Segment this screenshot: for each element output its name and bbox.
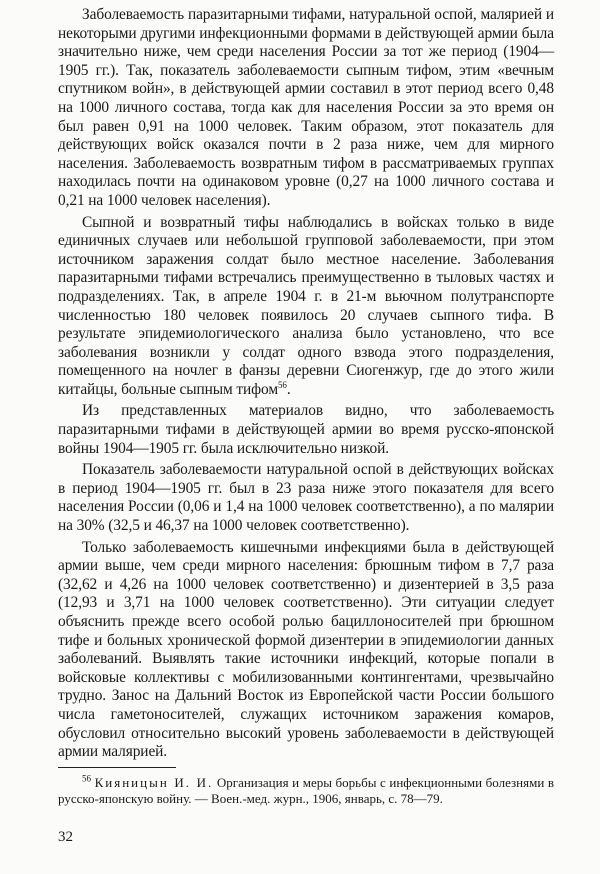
paragraph-3: Из представленных материалов видно, что заболеваемость паразитарными тифами в действующей армии во время русско-японской войны 1904—1905 гг. была исключительно низкой.	[58, 402, 554, 457]
footnote-number: 56	[82, 773, 91, 784]
footnote-reference[interactable]: 56	[278, 379, 287, 390]
footnote-divider	[58, 767, 176, 768]
page-number: 32	[58, 829, 73, 845]
paragraph-2: Сыпной и возвратный тифы наблюдались в войсках только в виде единичных случаев или небольшой групповой заболеваемости, при этом источником заражения солдат было местное население. Заболевания паразитарными тифами встречались преимущественно в тыловых частях и подразделениях. Так, в апреле 1904 г. в 21-м вьючном полутранспорте численностью 180 человек появилось 20 случаев сыпного тифа. В результате эпидемиологического анализа было установлено, что все заболевания возникли у солдат одного взвода этого подразделения, помещенного на ночлег в фанзы деревни Сиогенжур, где до этого жили китайцы, больные сыпным тифом$^{56}$.	[58, 213, 554, 398]
paragraph-4: Показатель заболеваемости натуральной оспой в действующих войсках в период 1904—1905 гг. был в 23 раза ниже этого показателя для всего населения России (0,06 и 1,4 на 1000 человек соответственно), а по малярии на 30% (32,5 и 46,37 на 1000 человек соответственно).	[58, 461, 554, 535]
footnote-author: Кияницын И. И.	[94, 775, 214, 790]
paragraph-1: Заболеваемость паразитарными тифами, натуральной оспой, малярией и некоторыми другими инфекционными формами в действующей армии была значительно ниже, чем среди населения России за тот же период (1904—1905 гг.). Так, показатель заболеваемости сыпным тифом, этим «вечным спутником войн», в действующей армии составил в этот период всего 0,48 на 1000 личного состава, тогда как для населения России за это время он был равен 0,91 на 1000 человек. Таким образом, этот показатель для действующих войск оказался почти в 2 раза ниже, чем для мирного населения. Заболеваемость возвратным тифом в рассматриваемых группах находилась почти на одинаковом уровне (0,27 на 1000 личного состава и 0,21 на 1000 человек населения).	[58, 6, 554, 209]
footnote-text: Организация и меры борьбы с инфекционными болезнями в русско-японскую войну. — Воен.-мед. журн., 1906, январь, с. 78—79.	[58, 775, 555, 806]
paragraph-5: Только заболеваемость кишечными инфекциями была в действующей армии выше, чем среди мирного населения: брюшным тифом в 7,7 раза (32,62 и 4,26 на 1000 человек соответственно) и дизентерией в 3,5 раза (12,93 и 3,71 на 1000 человек соответственно). Эти ситуации следует объяснить прежде всего особой ролью бациллоносителей при брюшном тифе и больных хронической формой дизентерии в эпидемиологии данных заболеваний. Выявлять такие источники инфекций, которые попали в войсковые коллективы с мобилизованными контингентами, чрезвычайно трудно. Занос на Дальний Восток из Европейской части России большого числа гаметоносителей, служащих источником заражения комаров, обусловил относительно высокий уровень заболеваемости в действующей армии малярией.	[58, 538, 554, 761]
footnote	[58, 775, 554, 807]
body-text	[58, 6, 554, 765]
